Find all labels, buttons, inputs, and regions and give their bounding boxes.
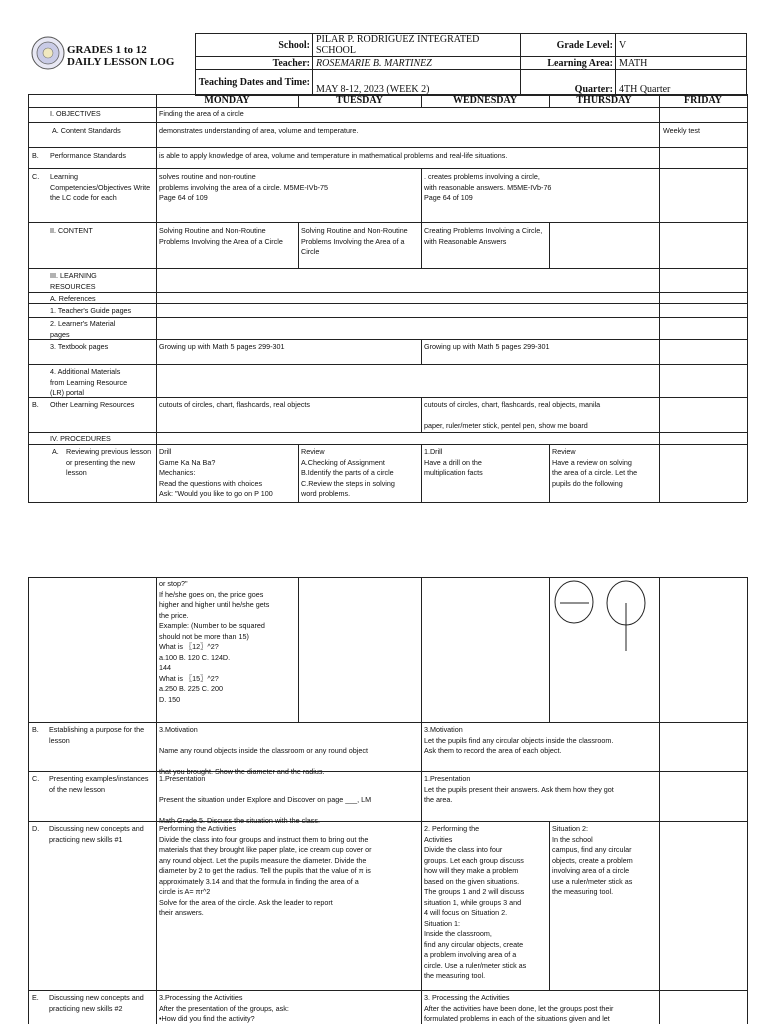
content-label: II. CONTENT [50,226,93,235]
presenting-monday: 1.Presentation Present the situation under Explore and Discover on page ___, LM Math Grade 5. Discuss the situation with the class. [159,774,372,825]
row-letter-b4: B. [32,725,39,734]
textbook-monday: Growing up with Math 5 pages 299-301 [159,342,285,351]
performance-standards-value: is able to apply knowledge of area, volume and temperature in mathematical problems and real-life situations. [159,151,508,160]
procedures-label: IV. PROCEDURES [50,434,111,443]
performance-standards-label: Performance Standards [50,151,126,160]
school-label: School: [278,39,310,51]
additional-materials-label: 4. Additional Materials from Learning Resource (LR) portal [50,367,128,397]
day-header-monday: MONDAY [204,95,250,106]
quarter-value: 4TH Quarter [619,84,671,95]
content-standards-value: demonstrates understanding of area, volume and temperature. [159,126,359,135]
circle-drawings [552,579,656,655]
review-wednesday: 1.Drill Have a drill on the multiplication facts [424,447,483,477]
teaching-dates-value: MAY 8-12, 2023 (WEEK 2) [316,84,430,95]
quarter-label: Quarter: [574,84,613,95]
grade-level-label: Grade Level: [556,39,613,51]
row-letter-b1: B. [32,151,39,160]
review-thursday: Review Have a review on solving the area of a circle. Let the pupils do the following [552,447,638,488]
competencies-wednesday: . creates problems involving a circle, with reasonable answers. M5ME-IVb-76 Page 64 of 109 [424,172,552,202]
day-header-friday: FRIDAY [684,95,722,106]
purpose-label: Establishing a purpose for the lesson [49,725,145,745]
row-letter-a4: A. [52,447,59,456]
school-value: PILAR P. RODRIGUEZ INTEGRATED SCHOOL [316,34,480,56]
purpose-monday: 3.Motivation Name any round objects inside the classroom or any round object that you brought. Show the diameter and the radius. [159,725,368,776]
competencies-label: Learning Competencies/Objectives Write the LC code for each [50,172,151,202]
header-table [195,33,747,96]
row-letter-d4: D. [32,824,40,833]
row-letter-b2: B. [32,400,39,409]
row-letter-c1: C. [32,172,40,181]
objectives-value: Finding the area of a circle [159,109,244,118]
content-standards-label: A. Content Standards [52,126,121,135]
discussing-2-wednesday: 3. Processing the Activities After the activities have been done, let the groups post their formulated problems in each of the situations given and let [424,993,614,1023]
discussing-1-label: Discussing new concepts and practicing new skills #1 [49,824,144,844]
learning-resources-label: III. LEARNING RESOURCES [50,271,97,291]
friday-weekly-test: Weekly test [663,126,701,135]
other-resources-label: Other Learning Resources [50,400,135,409]
discussing-1-monday: Performing the Activities Divide the class into four groups and instruct them to bring out the materials that they brought like paper plate, ice cream cup cover or any round object. Let the pupils measure the diameter. Divide the diameter by 2 to get the radius. Tell the pupils that the value of π is approximately 3.14 and that the formula in finding the area of a circle is A= πr^2 Solve for the area of the circle. Ask the leader to report their answers. [159,824,372,917]
grade-level-value: V [619,39,627,51]
row-letter-c4: C. [32,774,40,783]
log-title-line1: GRADES 1 to 12 [67,44,147,56]
other-resources-monday: cutouts of circles, chart, flashcards, real objects [159,400,311,409]
day-header-thursday: THURSDAY [576,95,632,106]
review-monday: Drill Game Ka Na Ba? Mechanics: Read the questions with choices Ask: "Would you like to go on P 100 [159,447,273,498]
reviewing-lesson-label: Reviewing previous lesson or presenting the new lesson [66,447,152,477]
discussing-2-monday: 3.Processing the Activities After the presentation of the groups, ask: •How did you find the activity? [159,993,289,1023]
references-label: A. References [50,294,96,303]
day-header-wednesday: WEDNESDAY [452,95,518,106]
day-header-tuesday: TUESDAY [336,95,383,106]
row-letter-e4: E. [32,993,39,1002]
content-monday: Solving Routine and Non-Routine Problems Involving the Area of a Circle [159,226,283,246]
content-tuesday: Solving Routine and Non-Routine Problems Involving the Area of a Circle [301,226,408,256]
learners-material-label: 2. Learner's Material pages [50,319,116,339]
discussing-2-label: Discussing new concepts and practicing new skills #2 [49,993,144,1013]
discussing-1-thursday: Situation 2: In the school campus, find any circular objects, create a problem involving area of a circle use a ruler/meter stick as the measuring tool. [552,824,633,896]
competencies-monday: solves routine and non-routine problems involving the area of a circle. M5ME-IVb-75 Page 64 of 109 [159,172,328,202]
discussing-1-wednesday: 2. Performing the Activities Divide the class into four groups. Let each group discuss how will they make a problem based on the given situations. The groups 1 and 2 will discuss situation 1, while groups 3 and 4 will focus on Situation 2. Situation 1: Inside the classroom, find any circular objects, create a problem involving area of a circle. Use a ruler/meter stick as the measuring tool. [424,824,527,980]
log-title-line2: DAILY LESSON LOG [67,56,175,68]
teacher-value: ROSEMARIE B. MARTINEZ [316,57,432,69]
learning-area-label: Learning Area: [547,57,613,69]
other-resources-wednesday: cutouts of circles, chart, flashcards, real objects, manila paper, ruler/meter stick, pentel pen, show me board [424,400,601,430]
presenting-label: Presenting examples/instances of the new lesson [49,774,149,794]
teachers-guide-label: 1. Teacher's Guide pages [50,306,132,315]
teaching-dates-label: Teaching Dates and Time: [198,76,310,88]
presenting-wednesday: 1.Presentation Let the pupils present their answers. Ask them how they got the area. [424,774,614,804]
review-tuesday: Review A.Checking of Assignment B.Identify the parts of a circle C.Review the steps in solving word problems. [301,447,395,498]
log-title [67,44,174,68]
learning-area-value: MATH [619,57,648,69]
textbook-pages-label: 3. Textbook pages [50,342,109,351]
objectives-label: I. OBJECTIVES [50,109,101,118]
content-wednesday: Creating Problems Involving a Circle, with Reasonable Answers [424,226,543,246]
purpose-wednesday: 3.Motivation Let the pupils find any circular objects inside the classroom. Ask them to record the area of each object. [424,725,614,755]
deped-seal-icon [31,36,65,70]
drill-continued-monday: or stop?" If he/she goes on, the price goes higher and higher until he/she gets the price. Example: (Number to be squared should not be more than 15) What is 〖12〗^2? a.100 B. 120 C. 124D. 144 What is 〖15〗^2? a.250 B. 225 C. 200 D. 150 [159,579,270,704]
teacher-label: Teacher: [272,57,310,69]
textbook-wednesday: Growing up with Math 5 pages 299-301 [424,342,550,351]
